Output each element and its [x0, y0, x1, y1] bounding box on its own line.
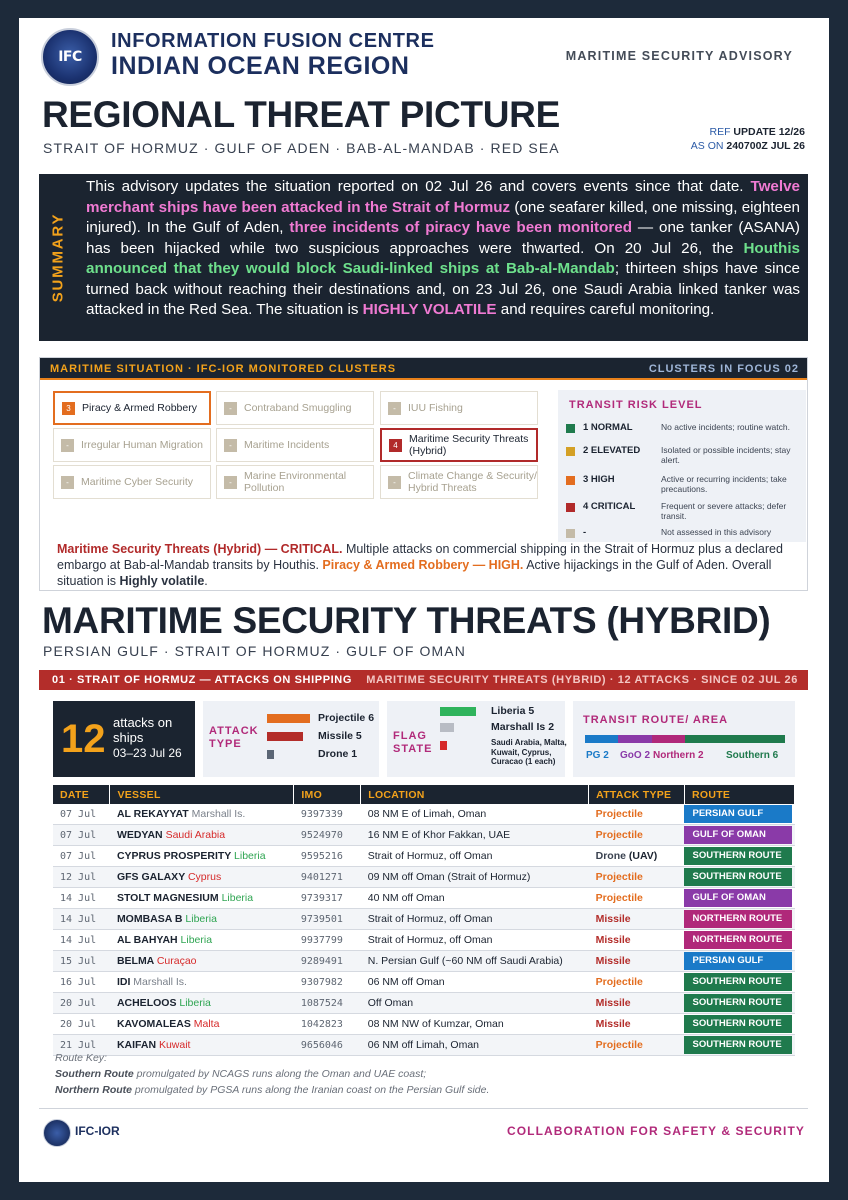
cell-date: 07 Jul — [53, 846, 110, 867]
attack-period: 03–23 Jul 26 — [113, 746, 182, 760]
transit-segment-pg — [585, 735, 618, 743]
legend-level: 2 ELEVATED — [583, 445, 641, 456]
route-badge: SOUTHERN ROUTE — [684, 994, 792, 1012]
route-badge: SOUTHERN ROUTE — [684, 847, 792, 865]
flag-bar-liberia — [440, 707, 476, 716]
cell-imo: 9289491 — [294, 951, 361, 972]
route-key-southern — [55, 1066, 489, 1082]
route-key-text: promulgated by NCAGS runs along the Oman and UAE coast; — [133, 1068, 427, 1080]
table-row — [53, 846, 795, 867]
route-badge: GULF OF OMAN — [684, 889, 792, 907]
org-name-line2: INDIAN OCEAN REGION — [111, 52, 410, 80]
note-text: Active hijackings in the Gulf of Aden. Overall situation is — [57, 558, 772, 588]
cell-route — [684, 804, 794, 825]
cluster-level: - — [388, 402, 401, 415]
attack-type: Projectile — [595, 808, 643, 820]
legend-swatch — [566, 529, 575, 538]
heading-line: FLAG — [393, 730, 427, 742]
route-key-name: Southern Route — [55, 1068, 134, 1080]
vessel-name: WEDYAN — [116, 829, 163, 841]
cluster-label: Marine Environmental Pollution — [244, 470, 347, 494]
route-badge: SOUTHERN ROUTE — [684, 868, 792, 886]
vessel-flag: Cyprus — [187, 871, 222, 883]
cell-date: 20 Jul — [53, 993, 110, 1014]
cell-imo: 1087524 — [294, 993, 361, 1014]
vessel-name: AL BAHYAH — [116, 934, 178, 946]
note-bold: Highly volatile — [119, 574, 205, 588]
cell-location: 09 NM off Oman (Strait of Hormuz) — [361, 867, 589, 888]
legend-level: - — [583, 527, 587, 538]
note-text: . — [204, 574, 208, 588]
summary-part: This advisory updates the situation reported on 02 Jul 26 and covers events since that date. — [86, 178, 751, 195]
route-badge: SOUTHERN ROUTE — [684, 1015, 792, 1033]
attack-type: Projectile — [595, 871, 643, 883]
footer-tagline: COLLABORATION FOR SAFETY & SECURITY — [506, 1124, 805, 1138]
transit-segment-southern — [685, 735, 785, 743]
attacks-table — [53, 785, 795, 1056]
transit-risk-legend — [558, 390, 806, 542]
col-date: DATE — [53, 785, 110, 804]
route-badge: NORTHERN ROUTE — [684, 910, 792, 928]
table-row — [53, 804, 795, 825]
note-text: Multiple attacks on commercial shipping in the Strait of Hormuz plus a declared embargo at Bab-al-Mandab transits by Houthis. — [57, 542, 783, 572]
situation-title: MARITIME SITUATION · IFC-IOR MONITORED CLUSTERS — [50, 363, 397, 375]
cluster-label: Maritime Cyber Security — [81, 476, 194, 488]
cell-location: Off Oman — [361, 993, 589, 1014]
flag-label-liberia: Liberia 5 — [491, 705, 535, 717]
attack-type: Projectile — [595, 1039, 643, 1051]
col-imo: IMO — [294, 785, 361, 804]
attack-type: Projectile — [595, 892, 643, 904]
clusters-in-focus: CLUSTERS IN FOCUS 02 — [648, 363, 799, 375]
cluster-level: - — [388, 476, 401, 489]
legend-row-normal — [566, 422, 801, 433]
flag-label-marshall: Marshall Is 2 — [491, 721, 555, 733]
cell-route — [684, 930, 794, 951]
cell-route — [684, 825, 794, 846]
summary-highlight-hormuz: Twelve merchant ships have been attacked in the Strait of Hormuz — [86, 178, 800, 216]
footer-logo — [43, 1119, 71, 1147]
cell-attack-type — [589, 972, 685, 993]
attack-type-extra: (UAV) — [625, 850, 658, 862]
col-vessel: VESSEL — [110, 785, 294, 804]
route-badge: SOUTHERN ROUTE — [684, 1036, 792, 1054]
summary-highlight-piracy: three incidents of piracy have been monitored — [289, 219, 633, 236]
cell-date: 20 Jul — [53, 1014, 110, 1035]
legend-row-high — [566, 474, 801, 494]
attack-bar-drone — [267, 750, 274, 759]
section-bar-left: 01 · STRAIT OF HORMUZ — ATTACKS ON SHIPPING — [52, 674, 352, 686]
legend-desc: Isolated or possible incidents; stay alert. — [661, 445, 791, 465]
transit-heading: TRANSIT ROUTE/ AREA — [583, 714, 729, 726]
cell-route — [684, 993, 794, 1014]
cell-location: 06 NM off Oman — [361, 972, 589, 993]
cell-attack-type — [589, 1014, 685, 1035]
ref-line — [691, 125, 805, 139]
cluster-label: IUU Fishing — [408, 402, 463, 414]
legend-desc: Active or recurring incidents; take precautions. — [661, 474, 787, 494]
cell-location: Strait of Hormuz, off Oman — [361, 909, 589, 930]
cluster-cyber — [53, 465, 211, 499]
heading-line: TYPE — [209, 738, 242, 750]
route-badge: GULF OF OMAN — [684, 826, 792, 844]
cell-vessel — [110, 846, 294, 867]
cell-vessel — [110, 825, 294, 846]
cell-location: 08 NM NW of Kumzar, Oman — [361, 1014, 589, 1035]
cell-location: N. Persian Gulf (~60 NM off Saudi Arabia) — [361, 951, 589, 972]
cell-route — [684, 888, 794, 909]
transit-segment-northern — [652, 735, 685, 743]
cell-attack-type — [589, 930, 685, 951]
cell-location: 16 NM E of Khor Fakkan, UAE — [361, 825, 589, 846]
heading-line: STATE — [393, 743, 433, 755]
summary-tab — [39, 174, 76, 341]
attack-count: 12 — [61, 717, 106, 761]
cell-imo: 9739317 — [294, 888, 361, 909]
route-badge: NORTHERN ROUTE — [684, 931, 792, 949]
cell-location: 08 NM E of Limah, Oman — [361, 804, 589, 825]
attack-type: Missile — [595, 934, 631, 946]
attack-label-projectile: Projectile 6 — [318, 712, 375, 724]
cell-vessel — [110, 804, 294, 825]
advisory-page — [19, 18, 829, 1182]
attack-label-missile: Missile 5 — [318, 730, 362, 742]
summary-label: SUMMARY — [49, 212, 67, 303]
legend-swatch — [566, 476, 575, 485]
cluster-label: Maritime Incidents — [244, 439, 330, 451]
cluster-level: - — [224, 402, 237, 415]
table-row — [53, 951, 795, 972]
cell-imo: 9524970 — [294, 825, 361, 846]
table-row — [53, 909, 795, 930]
cluster-climate — [380, 465, 538, 499]
note-critical: Maritime Security Threats (Hybrid) — CRITICAL. — [57, 542, 343, 556]
table-row — [53, 1014, 795, 1035]
as-on-prefix: AS ON — [690, 140, 727, 152]
cluster-label: Contraband Smuggling — [244, 402, 352, 414]
cell-vessel — [110, 1014, 294, 1035]
vessel-flag: Liberia — [180, 934, 213, 946]
cell-attack-type — [589, 846, 685, 867]
vessel-name: BELMA — [116, 955, 154, 967]
as-on-line — [691, 139, 805, 153]
transit-route-box — [573, 701, 795, 777]
cluster-level: - — [224, 439, 237, 452]
attack-type: Missile — [595, 1018, 631, 1030]
legend-swatch — [566, 424, 575, 433]
cell-route — [684, 1035, 794, 1056]
footer-divider — [39, 1108, 808, 1109]
route-key — [55, 1050, 489, 1098]
note-high: Piracy & Armed Robbery — HIGH. — [322, 558, 524, 572]
section-subtitle: PERSIAN GULF · STRAIT OF HORMUZ · GULF OF OMAN — [43, 643, 466, 659]
vessel-name: GFS GALAXY — [116, 871, 186, 883]
vessel-flag: Liberia — [221, 892, 254, 904]
cell-imo: 9739501 — [294, 909, 361, 930]
org-name-line1: INFORMATION FUSION CENTRE — [111, 30, 435, 52]
vessel-name: IDI — [116, 976, 131, 988]
summary-part: ; thirteen ships have since turned back without reaching their destinations and, on 23 Jul 26, one Saudi Arabia linked tanker was attacked in the Red Sea. The situation is — [86, 260, 800, 318]
attack-type: Missile — [595, 913, 631, 925]
table-row — [53, 867, 795, 888]
summary-part: and requires careful monitoring. — [496, 301, 715, 318]
summary-part: — one tanker (ASANA) has been hijacked while two suspicious approaches were thwarted. On 20 Jul 26, the — [86, 219, 800, 257]
cell-attack-type — [589, 804, 685, 825]
transit-label-northern: Northern 2 — [653, 750, 704, 761]
legend-row-not-assessed — [566, 527, 801, 538]
logo-text: IFC — [58, 49, 82, 65]
cell-attack-type — [589, 951, 685, 972]
maritime-situation-panel — [39, 357, 808, 591]
cluster-level: - — [224, 476, 237, 489]
summary-text — [86, 177, 800, 321]
legend-desc: No active incidents; routine watch. — [661, 422, 790, 432]
attack-type: Missile — [595, 955, 631, 967]
cluster-level: 3 — [62, 402, 75, 415]
vessel-name: ACHELOOS — [116, 997, 177, 1009]
vessel-flag: Marshall Is. — [191, 808, 246, 820]
route-key-text: promulgated by PGSA runs along the Iranian coast on the Persian Gulf side. — [132, 1084, 490, 1096]
transit-label-goo: GoO 2 — [620, 750, 651, 761]
vessel-flag: Saudi Arabia — [165, 829, 226, 841]
flag-bar-others — [440, 741, 447, 750]
attack-type: Missile — [595, 997, 631, 1009]
cell-location: 06 NM off Limah, Oman — [361, 1035, 589, 1056]
cell-vessel — [110, 993, 294, 1014]
reference-block — [691, 125, 805, 153]
legend-row-critical — [566, 501, 801, 521]
route-badge: PERSIAN GULF — [684, 805, 792, 823]
cluster-label: Maritime Security Threats (Hybrid) — [409, 433, 529, 457]
cluster-level: - — [61, 439, 74, 452]
transit-segment-goo — [618, 735, 651, 743]
cell-attack-type — [589, 993, 685, 1014]
cell-location: Strait of Hormuz, off Oman — [361, 846, 589, 867]
cluster-pollution — [216, 465, 374, 499]
advisory-type: MARITIME SECURITY ADVISORY — [565, 49, 793, 63]
cell-imo: 1042823 — [294, 1014, 361, 1035]
route-badge: SOUTHERN ROUTE — [684, 973, 792, 991]
transit-route-bar — [585, 735, 785, 743]
vessel-name: KAIFAN — [116, 1039, 157, 1051]
cluster-label: Irregular Human Migration — [81, 439, 203, 451]
section-title: MARITIME SECURITY THREATS (HYBRID) — [42, 600, 771, 641]
cell-route — [684, 867, 794, 888]
table-row — [53, 972, 795, 993]
cell-date: 15 Jul — [53, 951, 110, 972]
cell-date: 14 Jul — [53, 909, 110, 930]
cluster-label: Piracy & Armed Robbery — [82, 402, 197, 414]
cell-date: 07 Jul — [53, 825, 110, 846]
attack-count-card — [53, 701, 195, 777]
cell-vessel — [110, 909, 294, 930]
legend-desc: Frequent or severe attacks; defer transit. — [661, 501, 787, 521]
flag-state-heading — [393, 730, 432, 756]
vessel-name: MOMBASA B — [116, 913, 183, 925]
vessel-flag: Kuwait — [158, 1039, 191, 1051]
legend-level: 3 HIGH — [583, 474, 615, 485]
attack-type: Drone — [595, 850, 626, 862]
cell-route — [684, 1014, 794, 1035]
legend-swatch — [566, 447, 575, 456]
as-on-value: 240700Z JUL 26 — [726, 140, 805, 152]
cluster-maritime-incidents — [216, 428, 374, 462]
cell-imo: 9595216 — [294, 846, 361, 867]
cluster-hybrid-threats — [380, 428, 538, 462]
attack-bar-projectile — [267, 714, 310, 723]
cell-attack-type — [589, 888, 685, 909]
section-bar-right: MARITIME SECURITY THREATS (HYBRID) · 12 ATTACKS · SINCE 02 JUL 26 — [366, 674, 798, 686]
attack-type: Projectile — [595, 829, 643, 841]
route-key-heading: Route Key: — [55, 1052, 107, 1064]
summary-panel — [39, 174, 808, 341]
cell-imo: 9937799 — [294, 930, 361, 951]
cell-attack-type — [589, 909, 685, 930]
cell-attack-type — [589, 1035, 685, 1056]
flag-bar-marshall — [440, 723, 454, 732]
cluster-level: - — [61, 476, 74, 489]
cell-vessel — [110, 930, 294, 951]
table-header-row — [53, 785, 795, 804]
table-row — [53, 825, 795, 846]
vessel-flag: Liberia — [185, 913, 217, 925]
cell-date: 21 Jul — [53, 1035, 110, 1056]
cell-route — [684, 846, 794, 867]
cell-date: 16 Jul — [53, 972, 110, 993]
heading-line: ATTACK — [209, 725, 259, 737]
cell-route — [684, 909, 794, 930]
vessel-name: AL REKAYYAT — [116, 808, 189, 820]
vessel-flag: Liberia — [179, 997, 211, 1009]
col-attack-type: ATTACK TYPE — [589, 785, 685, 804]
page-title: REGIONAL THREAT PICTURE — [42, 94, 560, 135]
cell-imo: 9397339 — [294, 804, 361, 825]
legend-level: 4 CRITICAL — [583, 501, 636, 512]
attack-type-box — [203, 701, 379, 777]
legend-row-elevated — [566, 445, 801, 465]
table-row — [53, 888, 795, 909]
route-key-northern — [55, 1082, 489, 1098]
attack-count-label: attacks on ships — [113, 715, 173, 745]
cluster-level: 4 — [389, 439, 402, 452]
legend-level: 1 NORMAL — [583, 422, 633, 433]
cell-imo: 9656046 — [294, 1035, 361, 1056]
flag-label-others: Saudi Arabia, Malta, Kuwait, Cyprus, Curacao (1 each) — [491, 738, 567, 766]
cell-date: 14 Jul — [53, 888, 110, 909]
vessel-flag: Curaçao — [156, 955, 197, 967]
cell-route — [684, 951, 794, 972]
section-header-bar — [39, 670, 808, 690]
vessel-flag: Liberia — [234, 850, 266, 862]
cell-vessel — [110, 972, 294, 993]
ref-value: UPDATE 12/26 — [733, 126, 805, 138]
route-key-name: Northern Route — [55, 1084, 132, 1096]
situation-note — [57, 541, 797, 589]
attack-type-heading — [209, 725, 259, 751]
ref-prefix: REF — [709, 126, 734, 138]
cell-date: 14 Jul — [53, 930, 110, 951]
cluster-iuu-fishing — [380, 391, 538, 425]
situation-header-bar — [40, 358, 807, 380]
flag-state-box — [387, 701, 565, 777]
transit-label-pg: PG 2 — [586, 750, 609, 761]
cell-imo: 9401271 — [294, 867, 361, 888]
cell-vessel — [110, 951, 294, 972]
summary-part: (one seafarer killed, one missing, eighteen injured). In the Gulf of Aden, — [86, 198, 800, 236]
attack-bar-missile — [267, 732, 303, 741]
cluster-contraband — [216, 391, 374, 425]
footer-org: IFC-IOR — [75, 1124, 120, 1138]
cell-route — [684, 972, 794, 993]
legend-heading: TRANSIT RISK LEVEL — [569, 399, 703, 411]
vessel-name: KAVOMALEAS — [116, 1018, 191, 1030]
attack-type: Projectile — [595, 976, 643, 988]
cell-vessel — [110, 888, 294, 909]
vessel-flag: Malta — [193, 1018, 220, 1030]
cell-location: 40 NM off Oman — [361, 888, 589, 909]
page-subtitle: STRAIT OF HORMUZ · GULF OF ADEN · BAB-AL-MANDAB · RED SEA — [43, 140, 560, 156]
cluster-piracy — [53, 391, 211, 425]
legend-desc: Not assessed in this advisory — [661, 527, 772, 537]
transit-label-southern: Southern 6 — [726, 750, 779, 761]
vessel-name: STOLT MAGNESIUM — [116, 892, 219, 904]
table-row — [53, 930, 795, 951]
attacks-table-body — [53, 804, 795, 1056]
cell-vessel — [110, 867, 294, 888]
cell-date: 07 Jul — [53, 804, 110, 825]
vessel-flag: Marshall Is. — [133, 976, 187, 988]
cluster-migration — [53, 428, 211, 462]
cell-attack-type — [589, 825, 685, 846]
col-route: ROUTE — [684, 785, 794, 804]
summary-highlight-houthis: Houthis announced that they would block Saudi-linked ships at Bab-al-Mandab — [86, 239, 800, 277]
attack-label-drone: Drone 1 — [318, 748, 358, 760]
table-row — [53, 993, 795, 1014]
cluster-label: Climate Change & Security/ Hybrid Threats — [408, 470, 537, 494]
col-location: LOCATION — [361, 785, 589, 804]
cell-date: 12 Jul — [53, 867, 110, 888]
cell-imo: 9307982 — [294, 972, 361, 993]
cell-location: Strait of Hormuz, off Oman — [361, 930, 589, 951]
ifc-logo — [41, 28, 99, 86]
route-badge: PERSIAN GULF — [684, 952, 792, 970]
summary-highlight-volatile: HIGHLY VOLATILE — [362, 301, 497, 318]
vessel-name: CYPRUS PROSPERITY — [116, 850, 232, 862]
cell-attack-type — [589, 867, 685, 888]
legend-swatch — [566, 503, 575, 512]
